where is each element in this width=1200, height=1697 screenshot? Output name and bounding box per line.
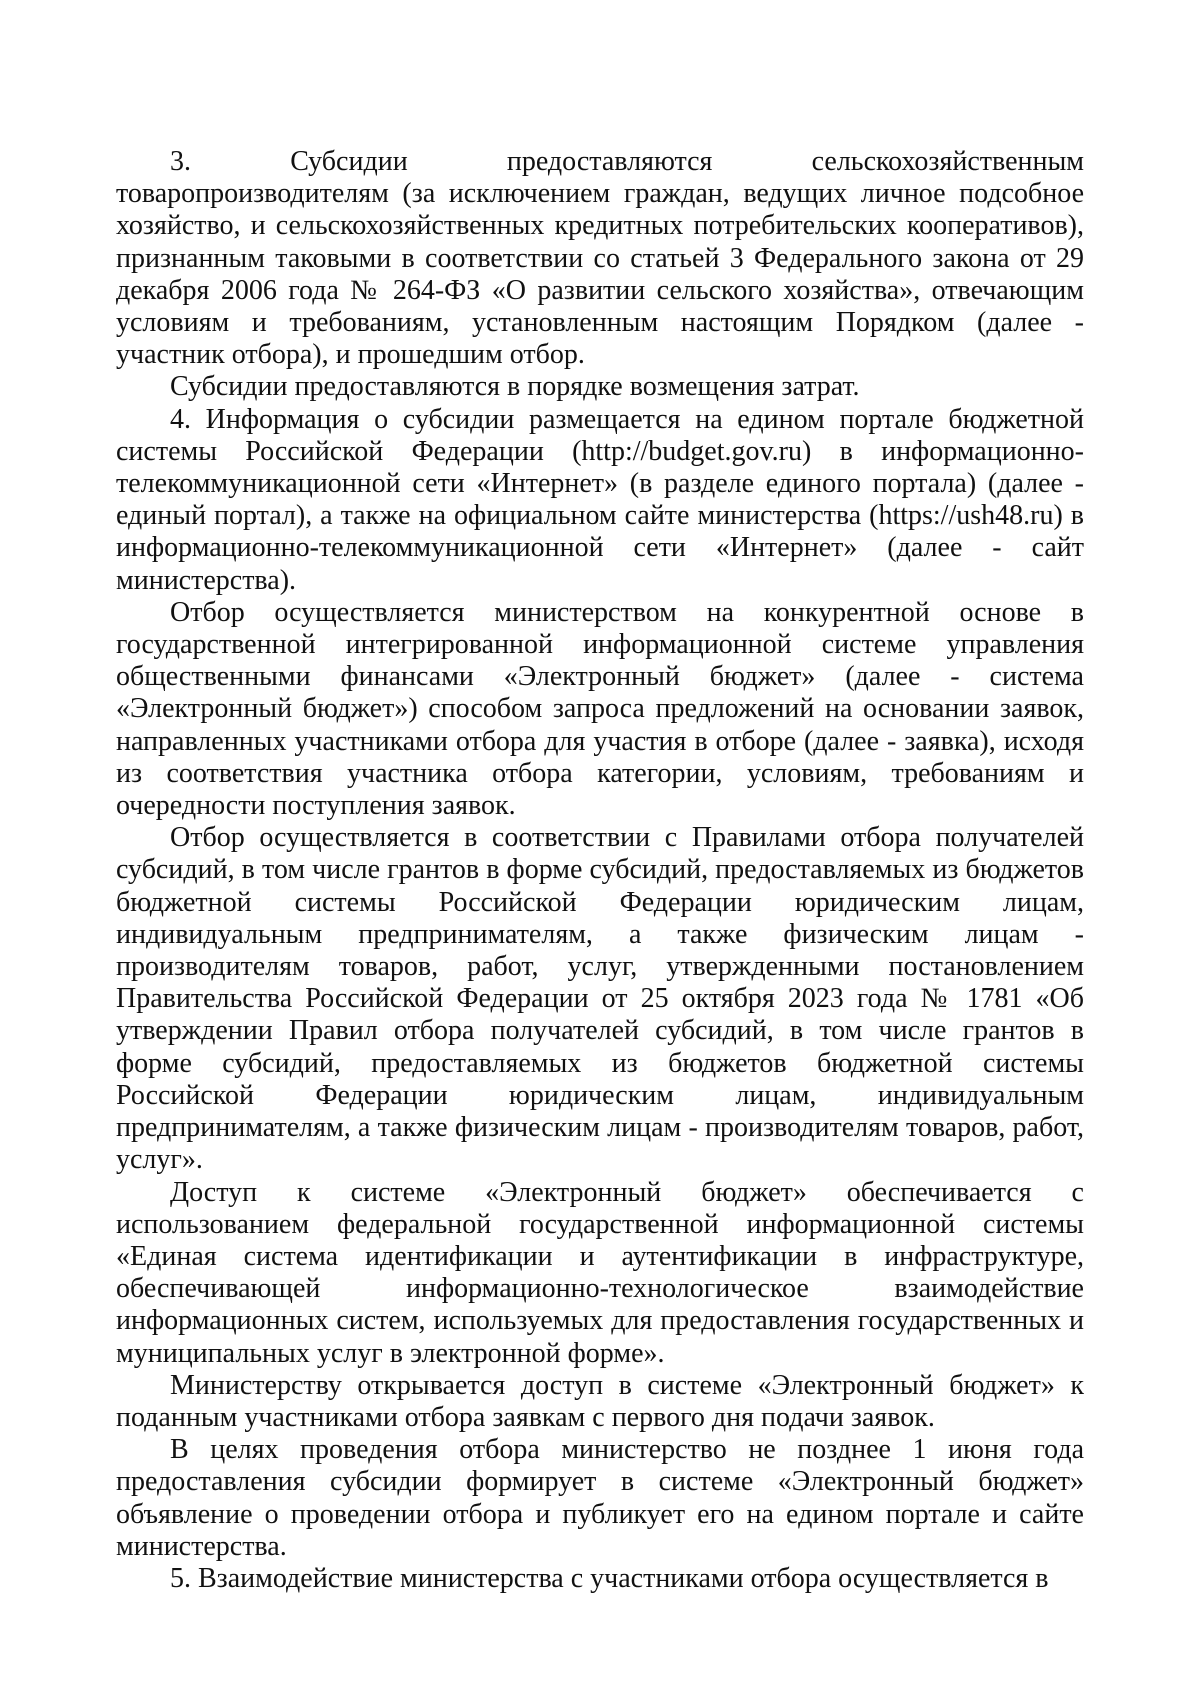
paragraph-selection-rules: Отбор осуществляется в соответствии с Правилами отбора получателей субсидий, в том числе грантов в форме субсидий, предоставляемых из бюджетов бюджетной системы Российской Федерации юридическим лицам, индивидуальным предпринимателям, а также физическим лицам - производителям товаров, работ, услуг, утвержденными постановлением Правительства Российской Федерации от 25 октября 2023 года № 1781 «Об утверждении Правил отбора получателей субсидий, в том числе грантов в форме субсидий, предоставляемых из бюджетов бюджетной системы Российской Федерации юридическим лицам, индивидуальным предпринимателям, а также физическим лицам - производителям товаров, работ, услуг». [116,822,1084,1176]
paragraph-ministry-access: Министерству открывается доступ в системе «Электронный бюджет» к поданным участниками отбора заявкам с первого дня подачи заявок. [116,1369,1084,1433]
paragraph-system-access: Доступ к системе «Электронный бюджет» обеспечивается с использованием федеральной государственной информационной системы «Единая система идентификации и аутентификации в инфраструктуре, обеспечивающей информационно-технологическое взаимодействие информационных систем, используемых для предоставления государственных и муниципальных услуг в электронной форме». [116,1176,1084,1369]
paragraph-reimbursement: Субсидии предоставляются в порядке возмещения затрат. [170,371,860,403]
paragraph-clause-3: 3. Субсидии предоставляются сельскохозяйственным товаропроизводителям (за исключением граждан, ведущих личное подсобное хозяйство, и сельскохозяйственных кредитных потребительских кооперативов), признанным таковыми в соответствии со статьей 3 Федерального закона от 29 декабря 2006 года № 264-ФЗ «О развитии сельского хозяйства», отвечающим условиям и требованиям, установленным настоящим Порядком (далее - участник отбора), и прошедшим отбор. [116,146,1084,371]
paragraph-clause-5: 5. Взаимодействие министерства с участниками отбора осуществляется в [170,1562,1049,1594]
paragraph-selection-method: Отбор осуществляется министерством на конкурентной основе в государственной интегрированной информационной системе управления общественными финансами «Электронный бюджет» (далее - система «Электронный бюджет») способом запроса предложений на основании заявок, направленных участниками отбора для участия в отборе (далее - заявка), исходя из соответствия участника отбора категории, условиям, требованиям и очередности поступления заявок. [116,596,1084,822]
paragraph-announcement: В целях проведения отбора министерство не позднее 1 июня года предоставления субсидии формирует в системе «Электронный бюджет» объявление о проведении отбора и публикует его на едином портале и сайте министерства. [116,1434,1084,1562]
document-page [116,146,1084,1595]
paragraph-clause-4: 4. Информация о субсидии размещается на едином портале бюджетной системы Российской Федерации (http://budget.gov.ru) в информационно-телекоммуникационной сети «Интернет» (в разделе единого портала) (далее - единый портал), а также на официальном сайте министерства (https://ush48.ru) в информационно-телекоммуникационной сети «Интернет» (далее - сайт министерства). [116,403,1084,596]
